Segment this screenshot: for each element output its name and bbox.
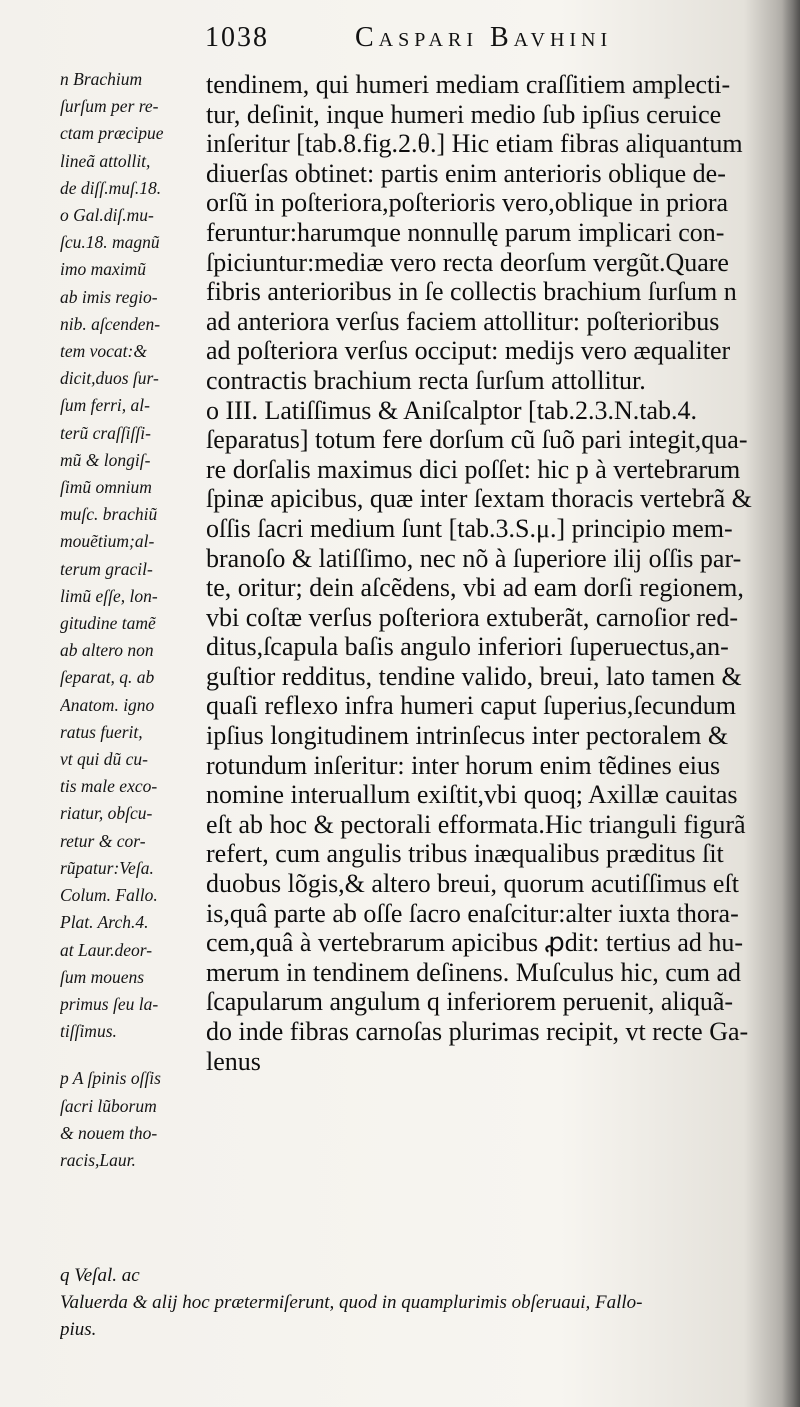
margin-note-line: ſeparat, q. ab <box>60 667 155 688</box>
body-line: vbi coſtæ verſus poſteriora extuberãt, carnoſior red- <box>206 602 739 632</box>
margin-note-line: ratus fuerit, <box>60 721 143 742</box>
body-line: refert, cum angulis tribus inæqualibus præditus ſit <box>206 839 724 869</box>
margin-note-line: mouẽtium;al- <box>60 531 155 552</box>
body-line: contractis brachium recta ſurſum attollitur. <box>206 365 646 395</box>
margin-note-line: imo maximũ <box>60 259 147 280</box>
margin-note-line: tiſſimus. <box>60 1021 117 1042</box>
body-line: nomine interuallum exiſtit,vbi quoq; Axillæ cauitas <box>206 780 738 810</box>
margin-note-line: terum gracil- <box>60 558 153 579</box>
margin-note-line <box>60 1045 208 1065</box>
margin-note-line: gitudine tamẽ <box>60 613 156 634</box>
body-line: ad poſteriora verſus occiput: medijs vero æqualiter <box>206 336 731 366</box>
body-line: o III. Latiſſimus & Aniſcalptor [tab.2.3.N.tab.4. <box>206 395 698 425</box>
body-line: branoſo & latiſſimo, nec nõ à ſuperiore ilij oſſis par- <box>206 543 742 573</box>
body-line: cem,quâ à vertebrarum apicibus ꝓdit: tertius ad hu- <box>206 928 744 958</box>
body-line: inſeritur [tab.8.fig.2.θ.] Hic etiam fibras aliquantum <box>206 129 743 159</box>
body-line: rotundum inſeritur: inter horum enim tẽdines eius <box>206 750 721 780</box>
margin-note-line: ctam præcipue <box>60 123 164 144</box>
margin-note-line: dicit,duos ſur- <box>60 368 159 389</box>
body-line: duobus lõgis,& altero breui, quorum acutiſſimus eſt <box>206 869 739 899</box>
body-line: te, oritur; dein aſcẽdens, vbi ad eam dorſi regionem, <box>206 573 744 603</box>
body-line: ad anteriora verſus faciem attollitur: poſterioribus <box>206 306 720 336</box>
footnote-line: Valuerda & alij hoc prætermiſerunt, quod in quamplurimis obſeruaui, Fallo- <box>60 1292 643 1313</box>
margin-note-line: Colum. Fallo. <box>60 885 158 906</box>
body-line: guſtior redditus, tendine valido, breui, lato tamen & <box>206 661 742 691</box>
body-line: oſſis ſacri medium ſunt [tab.3.S.μ.] principio mem- <box>206 513 733 543</box>
margin-note-line: mũ & longiſ- <box>60 449 151 470</box>
body-line: ipſius longitudinem intrinſecus inter pectoralem & <box>206 721 729 751</box>
margin-note-line: riatur, obſcu- <box>60 803 153 824</box>
margin-note-line: o Gal.diſ.mu- <box>60 205 154 226</box>
margin-note-line: & nouem tho- <box>60 1122 158 1143</box>
margin-notes <box>60 66 208 1174</box>
margin-note-line: nib. aſcenden- <box>60 313 161 334</box>
page-edge-shadow <box>782 0 800 1407</box>
margin-note-line: Anatom. igno <box>60 694 155 715</box>
body-line: orſũ in poſteriora,poſterioris vero,oblique in priora <box>206 188 729 218</box>
body-line: do inde fibras carnoſas plurimas recipit, vt recte Ga- <box>206 1017 749 1046</box>
margin-note-line: limũ eſſe, lon- <box>60 585 158 606</box>
body-line: is,quâ parte ab oſſe ſacro enaſcitur:alter iuxta thora- <box>206 898 739 928</box>
body-line: eſt ab hoc & pectorali efformata.Hic trianguli figurã <box>206 809 746 839</box>
margin-note-line: retur & cor- <box>60 830 146 851</box>
margin-note-line: tem vocat:& <box>60 341 147 362</box>
page-header <box>205 22 785 62</box>
margin-note-line: rũpatur:Veſa. <box>60 857 154 878</box>
margin-note-line: ſum mouens <box>60 966 145 987</box>
margin-note-line: ab altero non <box>60 640 154 661</box>
footnote <box>60 1262 780 1343</box>
body-line: ſpiciuntur:mediæ vero recta deorſum vergũt.Quare <box>206 247 729 277</box>
body-line: fibris anterioribus in ſe collectis brachium ſurſum n <box>206 277 737 307</box>
body-text <box>206 70 780 1076</box>
body-line: tendinem, qui humeri mediam craſſitiem amplecti- <box>206 70 731 99</box>
margin-note-line: de diſſ.muſ.18. <box>60 177 162 198</box>
running-head: Caspari Bavhini <box>355 22 613 53</box>
footnote-line: pius. <box>60 1319 97 1340</box>
body-line: ſeparatus] totum fere dorſum cũ ſuõ pari integit,qua- <box>206 425 748 455</box>
margin-note-line: primus ſeu la- <box>60 993 159 1014</box>
margin-note-line: ſcu.18. magnũ <box>60 232 160 253</box>
margin-note-line: racis,Laur. <box>60 1149 136 1170</box>
body-line: diuerſas obtinet: partis enim anterioris oblique de- <box>206 158 726 188</box>
margin-note-line: ſacri lũborum <box>60 1095 157 1116</box>
margin-note-line: muſc. brachiũ <box>60 504 158 525</box>
body-line: re dorſalis maximus dici poſſet: hic p à vertebrarum <box>206 454 741 484</box>
margin-note-line: n Brachium <box>60 69 143 89</box>
body-line: ſpinæ apicibus, quæ inter ſextam thoracis vertebrã & <box>206 484 752 514</box>
margin-note-line: vt qui dũ cu- <box>60 749 148 770</box>
margin-note-line: ſum ferri, al- <box>60 395 150 416</box>
page-number: 1038 <box>205 22 269 53</box>
margin-note-line: terũ craſſiſſi- <box>60 422 151 443</box>
body-line: ditus,ſcapula baſis angulo inferiori ſuperuectus,an- <box>206 632 729 662</box>
body-line: tur, deſinit, inque humeri medio ſub ipſius ceruice <box>206 99 722 129</box>
margin-note-line: at Laur.deor- <box>60 939 153 960</box>
margin-note-line: ab imis regio- <box>60 286 158 307</box>
footnote-line: q Veſal. ac <box>60 1265 140 1286</box>
margin-note-line: tis male exco- <box>60 776 158 797</box>
margin-note-line: Plat. Arch.4. <box>60 912 149 933</box>
margin-note-line: ſurſum per re- <box>60 96 159 117</box>
body-line: merum in tendinem deſinens. Muſculus hic, cum ad <box>206 957 742 987</box>
body-line: feruntur:harumque nonnullę parum implicari con- <box>206 217 725 247</box>
margin-note-line: p A ſpinis oſſis <box>60 1068 161 1089</box>
margin-note-line: lineã attollit, <box>60 150 151 171</box>
margin-note-line: ſimũ omnium <box>60 477 152 498</box>
body-line: ſcapularum angulum q inferiorem peruenit, aliquã- <box>206 987 734 1017</box>
body-line: quaſi reflexo infra humeri caput ſuperius,ſecundum <box>206 691 736 721</box>
body-line: lenus <box>206 1046 261 1076</box>
